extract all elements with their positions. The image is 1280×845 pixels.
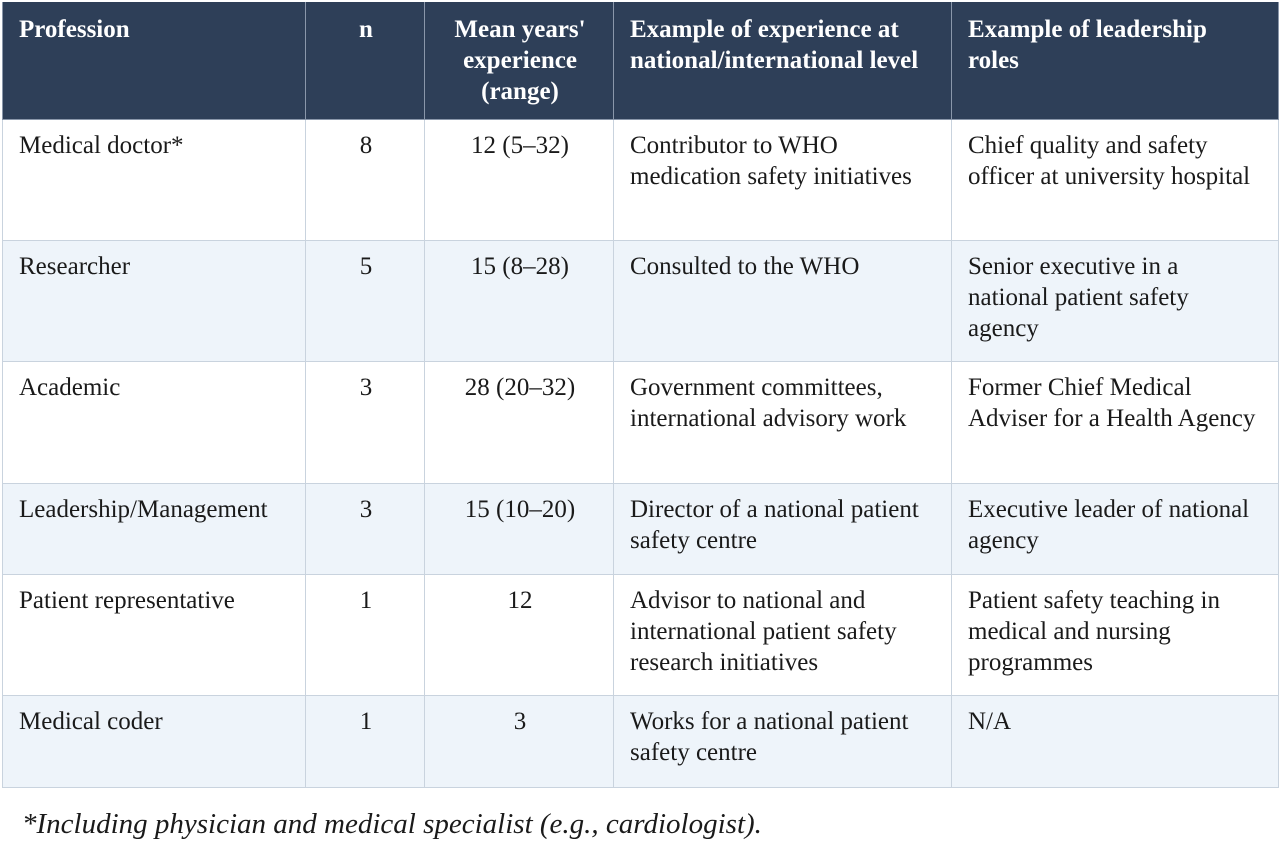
table-row [3, 120, 1279, 241]
cell-n: 5 [306, 241, 425, 362]
cell-leadership: Senior executive in a national patient safety agency [952, 241, 1279, 362]
cell-experience: 3 [425, 696, 614, 788]
header-mean-years: Mean years' experience (range) [425, 2, 614, 120]
header-leadership-roles: Example of leadership roles [952, 2, 1279, 120]
cell-leadership: Patient safety teaching in medical and nursing programmes [952, 575, 1279, 696]
cell-national: Works for a national patient safety centre [614, 696, 952, 788]
table-footnote: *Including physician and medical specialist (e.g., cardiologist). [22, 808, 762, 840]
table-header [3, 2, 1279, 120]
cell-leadership: N/A [952, 696, 1279, 788]
cell-national: Director of a national patient safety centre [614, 484, 952, 575]
cell-n: 3 [306, 484, 425, 575]
cell-profession: Researcher [3, 241, 306, 362]
table-row [3, 575, 1279, 696]
cell-leadership: Former Chief Medical Adviser for a Health Agency [952, 362, 1279, 484]
header-profession: Profession [3, 2, 306, 120]
header-n: n [306, 2, 425, 120]
cell-national: Government committees, international advisory work [614, 362, 952, 484]
cell-leadership: Executive leader of national agency [952, 484, 1279, 575]
header-national-experience: Example of experience at national/international level [614, 2, 952, 120]
cell-experience: 12 [425, 575, 614, 696]
cell-n: 1 [306, 696, 425, 788]
cell-profession: Medical doctor* [3, 120, 306, 241]
cell-national: Advisor to national and international patient safety research initiatives [614, 575, 952, 696]
table-row [3, 362, 1279, 484]
cell-experience: 15 (10–20) [425, 484, 614, 575]
header-row [3, 2, 1279, 120]
cell-profession: Medical coder [3, 696, 306, 788]
cell-leadership: Chief quality and safety officer at university hospital [952, 120, 1279, 241]
cell-profession: Leadership/Management [3, 484, 306, 575]
cell-experience: 28 (20–32) [425, 362, 614, 484]
cell-experience: 15 (8–28) [425, 241, 614, 362]
cell-experience: 12 (5–32) [425, 120, 614, 241]
cell-n: 1 [306, 575, 425, 696]
cell-national: Consulted to the WHO [614, 241, 952, 362]
experts-table-container [2, 2, 1278, 788]
cell-national: Contributor to WHO medication safety initiatives [614, 120, 952, 241]
experts-table [2, 2, 1279, 788]
cell-n: 3 [306, 362, 425, 484]
cell-n: 8 [306, 120, 425, 241]
table-row [3, 696, 1279, 788]
cell-profession: Patient representative [3, 575, 306, 696]
cell-profession: Academic [3, 362, 306, 484]
table-row [3, 484, 1279, 575]
table-body [3, 120, 1279, 788]
table-row [3, 241, 1279, 362]
